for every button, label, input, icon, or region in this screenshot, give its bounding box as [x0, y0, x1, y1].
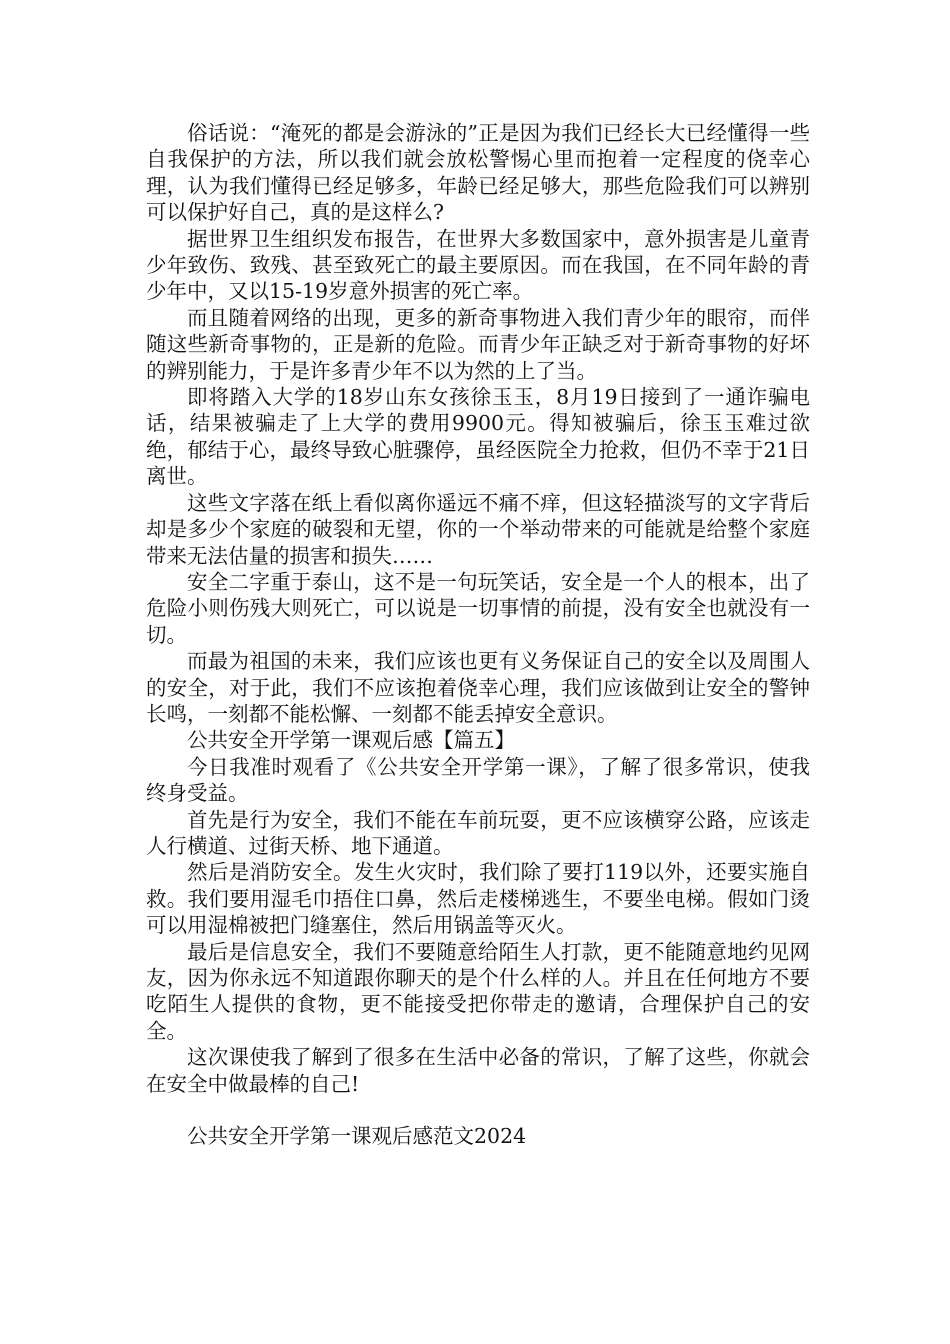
paragraph-10: 首先是行为安全，我们不能在车前玩耍，更不应该横穿公路，应该走人行横道、过街天桥、地下通道。 — [146, 807, 810, 858]
paragraph-12: 最后是信息安全，我们不要随意给陌生人打款，更不能随意地约见网友，因为你永远不知道跟你聊天的是个什么样的人。并且在任何地方不要吃陌生人提供的食物，更不能接受把你带走的邀请，合理保护自己的安全。 — [146, 939, 810, 1043]
paragraph-13: 这次课使我了解到了很多在生活中必备的常识，了解了这些，你就会在安全中做最棒的自己! — [146, 1045, 810, 1096]
paragraph-4: 即将踏入大学的18岁山东女孩徐玉玉，8月19日接到了一通诈骗电话，结果被骗走了上大学的费用9900元。得知被骗后，徐玉玉难过欲绝，郁结于心，最终导致心脏骤停，虽经医院全力抢救，但仍不幸于21日离世。 — [146, 385, 810, 489]
footer-title: 公共安全开学第一课观后感范文2024 — [187, 1124, 527, 1149]
paragraph-2: 据世界卫生组织发布报告，在世界大多数国家中，意外损害是儿童青少年致伤、致残、甚至致死亡的最主要原因。而在我国，在不同年龄的青少年中，又以15-19岁意外损害的死亡率。 — [146, 226, 810, 304]
paragraph-6: 安全二字重于泰山，这不是一句玩笑话，安全是一个人的根本，出了危险小则伤残大则死亡，可以说是一切事情的前提，没有安全也就没有一切。 — [146, 569, 810, 647]
blank-line — [146, 1097, 810, 1123]
paragraph-9: 今日我准时观看了《公共安全开学第一课》，了解了很多常识，使我终身受益。 — [146, 754, 810, 806]
paragraph-7: 而最为祖国的未来，我们应该也更有义务保证自己的安全以及周围人的安全，对于此，我们不应该抱着侥幸心理，我们应该做到让安全的警钟长鸣，一刻都不能松懈、一刻都不能丢掉安全意识。 — [146, 649, 810, 726]
paragraph-1: 俗话说：“淹死的都是会游泳的”正是因为我们已经长大已经懂得一些自我保护的方法，所以我们就会放松警惕心里而抱着一定程度的侥幸心理，认为我们懂得已经足够多，年龄已经足够大，那些危险我们可以辨别可以保护好自己，真的是这样么? — [146, 121, 810, 225]
paragraph-11: 然后是消防安全。发生火灾时，我们除了要打119以外，还要实施自救。我们要用湿毛巾捂住口鼻，然后走楼梯逃生，不要坐电梯。假如门烫可以用湿棉被把门缝塞住，然后用锅盖等灭火。 — [146, 860, 810, 938]
document-body — [146, 120, 810, 1150]
paragraph-5: 这些文字落在纸上看似离你遥远不痛不痒，但这轻描淡写的文字背后却是多少个家庭的破裂和无望，你的一个举动带来的可能就是给整个家庭带来无法估量的损害和损失…… — [146, 490, 810, 568]
paragraph-3: 而且随着网络的出现，更多的新奇事物进入我们青少年的眼帘，而伴随这些新奇事物的，正是新的危险。而青少年正缺乏对于新奇事物的好坏的辨别能力，于是许多青少年不以为然的上了当。 — [146, 305, 810, 383]
section-heading: 公共安全开学第一课观后感【篇五】 — [187, 728, 515, 753]
